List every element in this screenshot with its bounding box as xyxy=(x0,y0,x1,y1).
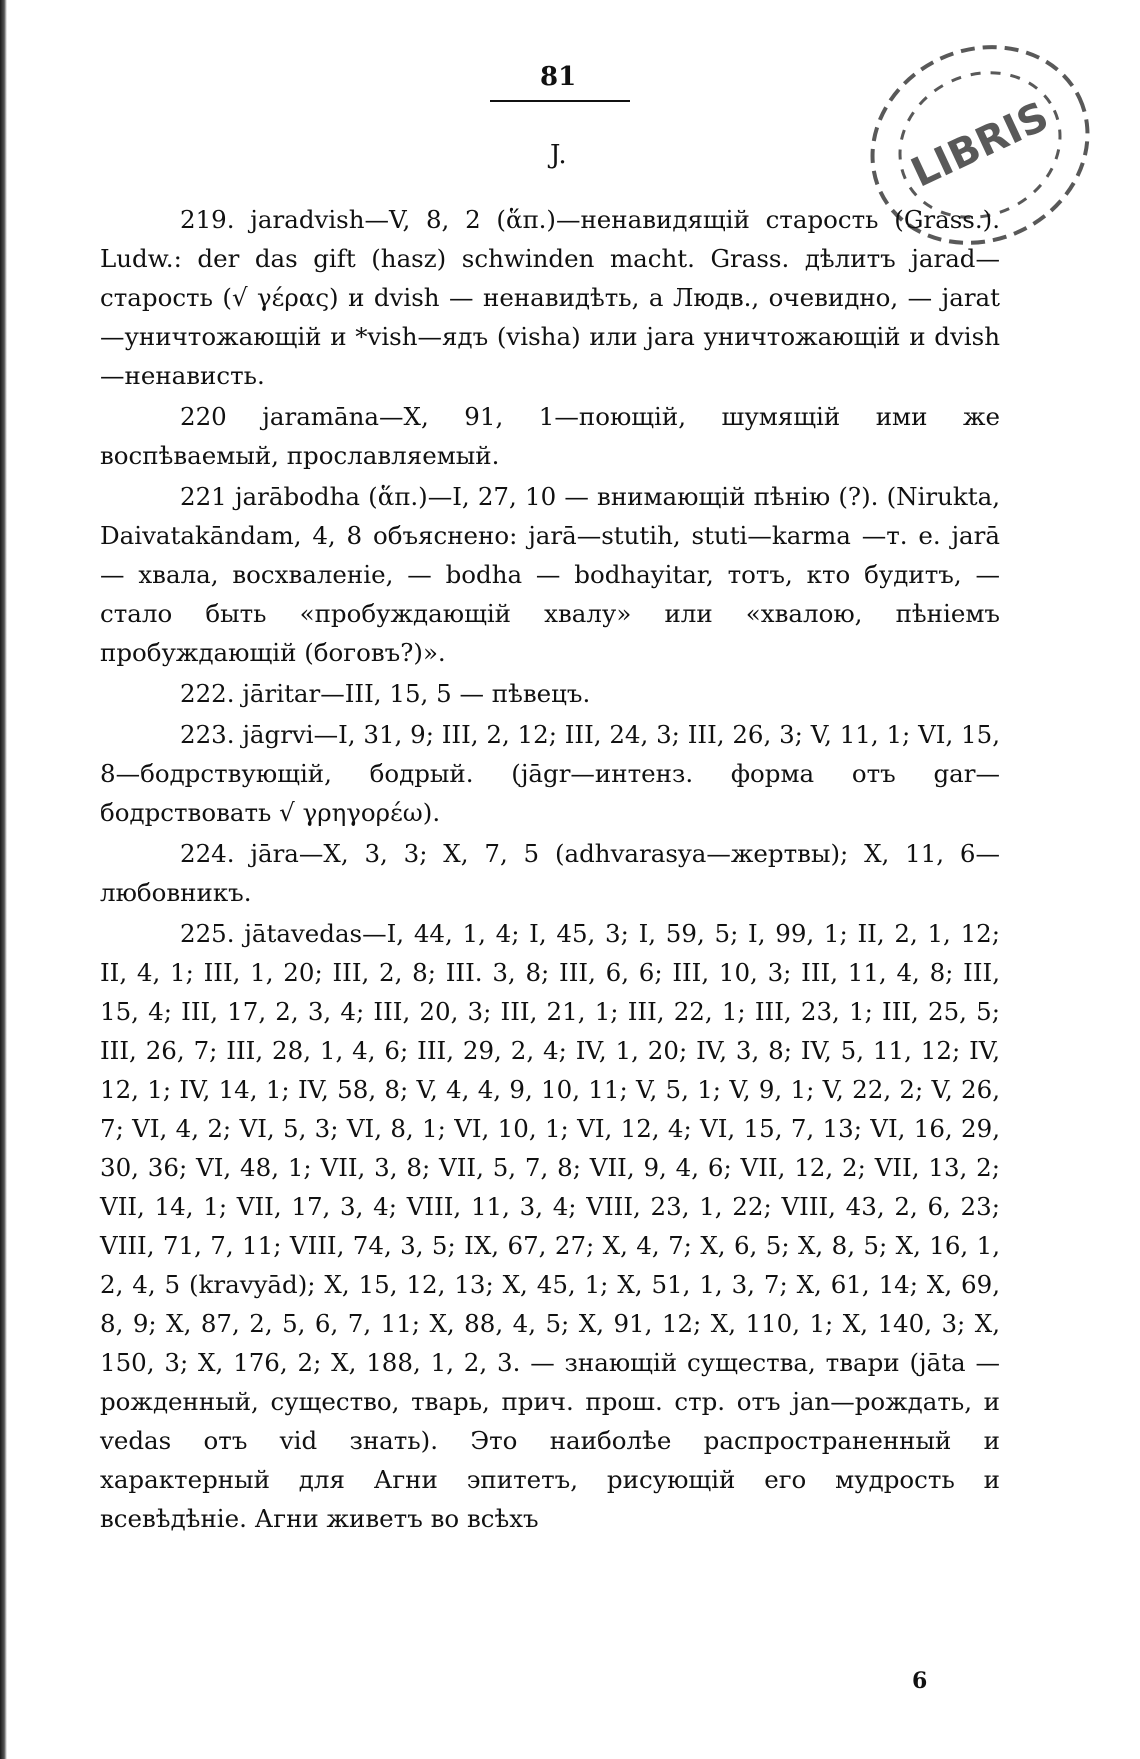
page-number: 81 xyxy=(540,62,577,92)
section-letter: J. xyxy=(550,140,567,170)
entry-221: 221 jarābodha (ἅπ.)—I, 27, 10 — внимающій пѣнію (?). (Nirukta, Daivatakāndam, 4, 8 объяснено: jarā—stutih, stuti—karma —т. е. jarā — хвала, восхваленіе, — bodha — bodhayitar, тотъ, кто будитъ, — стало быть «пробуждающій хвалу» или «хвалою, пѣніемъ пробуждающій (боговъ?)». xyxy=(100,482,1000,667)
stamp-text: LIBRIS xyxy=(904,93,1056,197)
entry-223: 223. jāgrvi—I, 31, 9; III, 2, 12; III, 24, 3; III, 26, 3; V, 11, 1; VI, 15, 8—бодрствующій, бодрый. (jāgr—интенз. форма отъ gar—бодрствовать √ γρηγορέω). xyxy=(100,720,1000,827)
entry-219: 219. jaradvish—V, 8, 2 (ἅπ.)—ненавидящій старость (Grass.). Ludw.: der das gift (hasz) schwinden macht. Grass. дѣлитъ jarad— старость (√ γέρας) и dvish — ненавидѣть, а Людв., очевидно, — jarat—уничтожающій и *vish—ядъ (visha) или jara уничтожающій и dvish—ненависть. xyxy=(100,205,1000,390)
entry-224: 224. jāra—X, 3, 3; X, 7, 5 (adhvarasya—жертвы); X, 11, 6—любовникъ. xyxy=(100,839,1000,907)
signature-mark: 6 xyxy=(912,1668,928,1694)
dictionary-entries xyxy=(100,200,1000,1540)
page-number-rule xyxy=(490,100,630,102)
entry-222: 222. jāritar—III, 15, 5 — пѣвецъ. xyxy=(180,679,591,708)
entry-220: 220 jaramāna—X, 91, 1—поющій, шумящій ими же воспѣваемый, прославляемый. xyxy=(100,402,1000,470)
page-edge-shadow xyxy=(0,0,7,1759)
entry-225: 225. jātavedas—I, 44, 1, 4; I, 45, 3; I, 59, 5; I, 99, 1; II, 2, 1, 12; II, 4, 1; III, 1, 20; III, 2, 8; III. 3, 8; III, 6, 6; III, 10, 3; III, 11, 4, 8; III, 15, 4; III, 17, 2, 3, 4; III, 20, 3; III, 21, 1; III, 22, 1; III, 23, 1; III, 25, 5; III, 26, 7; III, 28, 1, 4, 6; III, 29, 2, 4; IV, 1, 20; IV, 3, 8; IV, 5, 11, 12; IV, 12, 1; IV, 14, 1; IV, 58, 8; V, 4, 4, 9, 10, 11; V, 5, 1; V, 9, 1; V, 22, 2; V, 26, 7; VI, 4, 2; VI, 5, 3; VI, 8, 1; VI, 10, 1; VI, 12, 4; VI, 15, 7, 13; VI, 16, 29, 30, 36; VI, 48, 1; VII, 3, 8; VII, 5, 7, 8; VII, 9, 4, 6; VII, 12, 2; VII, 13, 2; VII, 14, 1; VII, 17, 3, 4; VIII, 11, 3, 4; VIII, 23, 1, 22; VIII, 43, 2, 6, 23; VIII, 71, 7, 11; VIII, 74, 3, 5; IX, 67, 27; X, 4, 7; X, 6, 5; X, 8, 5; X, 16, 1, 2, 4, 5 (kravyād); X, 15, 12, 13; X, 45, 1; X, 51, 1, 3, 7; X, 61, 14; X, 69, 8, 9; X, 87, 2, 5, 6, 7, 11; X, 88, 4, 5; X, 91, 12; X, 110, 1; X, 140, 3; X, 150, 3; X, 176, 2; X, 188, 1, 2, 3. — знающій существа, твари (jāta — рожденный, существо, тварь, прич. прош. стр. отъ jan—рождать, и vedas отъ vid знать). Это наиболѣе распространенный и характерный для Агни эпитетъ, рисующій его мудрость и всевѣдѣніе. Агни живетъ во всѣхъ xyxy=(100,919,1000,1533)
